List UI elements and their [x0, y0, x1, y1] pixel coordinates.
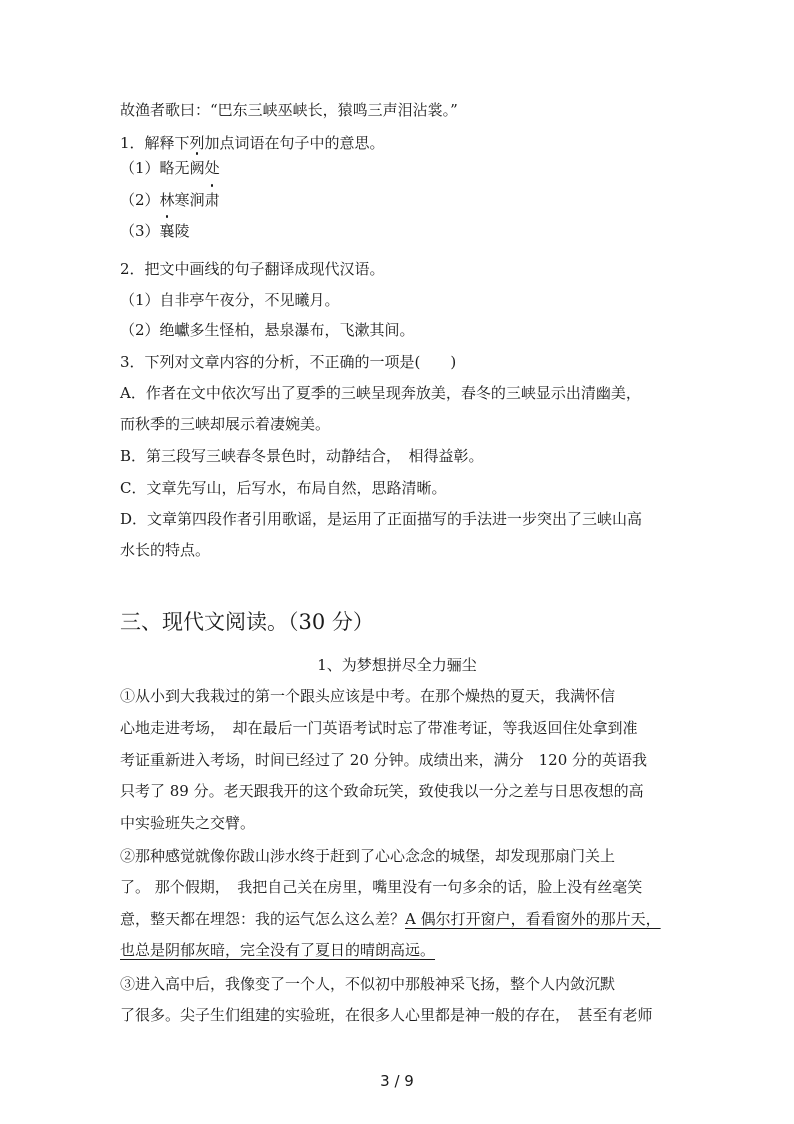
q3-option-c: C．文章先写山，后写水，布局自然，思路清晰。 [120, 479, 447, 497]
article-line: 了很多。尖子生们组建的实验班，在很多人心里都是神一般的存在， 甚至有老师 [120, 1006, 653, 1024]
dotted-word: 阙 [189, 159, 205, 177]
q1-prompt: 1．解释下列加点词语在句子中的意思。 [120, 134, 385, 152]
q1-item-2: （2）林寒涧肃 [120, 191, 220, 209]
article-title: 1、为梦想拼尽全力骊尘 [317, 656, 477, 674]
poem-line: 故渔者歌曰：“巴东三峡巫峡长，猿鸣三声泪沾裳。” [120, 101, 458, 119]
q2-prompt: 2．把文中画线的句子翻译成现代汉语。 [120, 260, 385, 278]
q3-option-a: A．作者在文中依次写出了夏季的三峡呈现奔放美，春冬的三峡显示出清幽美， [120, 384, 641, 402]
q1-item-1: （1）略无阙处 [120, 159, 220, 177]
q3-option-d-cont: 水长的特点。 [120, 541, 211, 559]
article-line-underlined-start: 意，整天都在埋怨：我的运气怎么这么差？A 偶尔打开窗户，看看窗外的那片天， [120, 910, 661, 928]
article-line: 考证重新进入考场，时间已经过了 20 分钟。成绩出来，满分 120 分的英语我 [120, 751, 648, 769]
q3-option-a-cont: 而秋季的三峡却展示着凄婉美。 [120, 415, 331, 433]
article-line-underlined-end [120, 940, 435, 960]
q3-option-d: D．文章第四段作者引用歌谣，是运用了正面描写的手法进一步突出了三峡山高 [120, 510, 643, 528]
q1-item-3: （3）襄陵 [120, 222, 190, 240]
article-line: 只考了 89 分。老天跟我开的这个致命玩笑，致使我以一分之差与日思夜想的高 [120, 782, 644, 800]
article-line: ③进入高中后，我像变了一个人，不似初中那般神采飞扬，整个人内敛沉默 [120, 975, 616, 993]
article-line: 中实验班失之交臂。 [120, 814, 256, 832]
article-line: 了。 那个假期， 我把自己关在房里，嘴里没有一句多余的话，脸上没有丝毫笑 [120, 878, 643, 896]
underlined-sentence-a: A 偶尔打开窗户，看看窗外的那片天， [405, 910, 661, 928]
q3-prompt: 3．下列对文章内容的分析，不正确的一项是( ) [120, 353, 457, 371]
dotted-word: 肃 [204, 191, 220, 209]
article-line: ①从小到大我栽过的第一个跟头应该是中考。在那个燥热的夏天，我满怀信 [120, 687, 616, 705]
page-number: 3 / 9 [380, 1072, 414, 1090]
underlined-sentence-a-cont: 也总是阴郁灰暗，完全没有了夏日的晴朗高远。 [120, 941, 436, 959]
section-heading: 三、现代文阅读。（30 分） [120, 610, 374, 634]
q2-item-1: （1）自非亭午夜分，不见曦月。 [120, 291, 340, 309]
q2-item-2: （2）绝巘多生怪柏，悬泉瀑布，飞漱其间。 [120, 321, 415, 339]
q3-option-b: B．第三段写三峡春冬景色时，动静结合， 相得益彰。 [120, 447, 484, 465]
dotted-word: 襄 [159, 222, 175, 240]
article-line: ②那种感觉就像你跋山涉水终于赶到了心心念念的城堡，却发现那扇门关上 [120, 847, 616, 865]
article-line: 心地走进考场， 却在最后一门英语考试时忘了带准考证，等我返回住处拿到准 [120, 719, 638, 737]
